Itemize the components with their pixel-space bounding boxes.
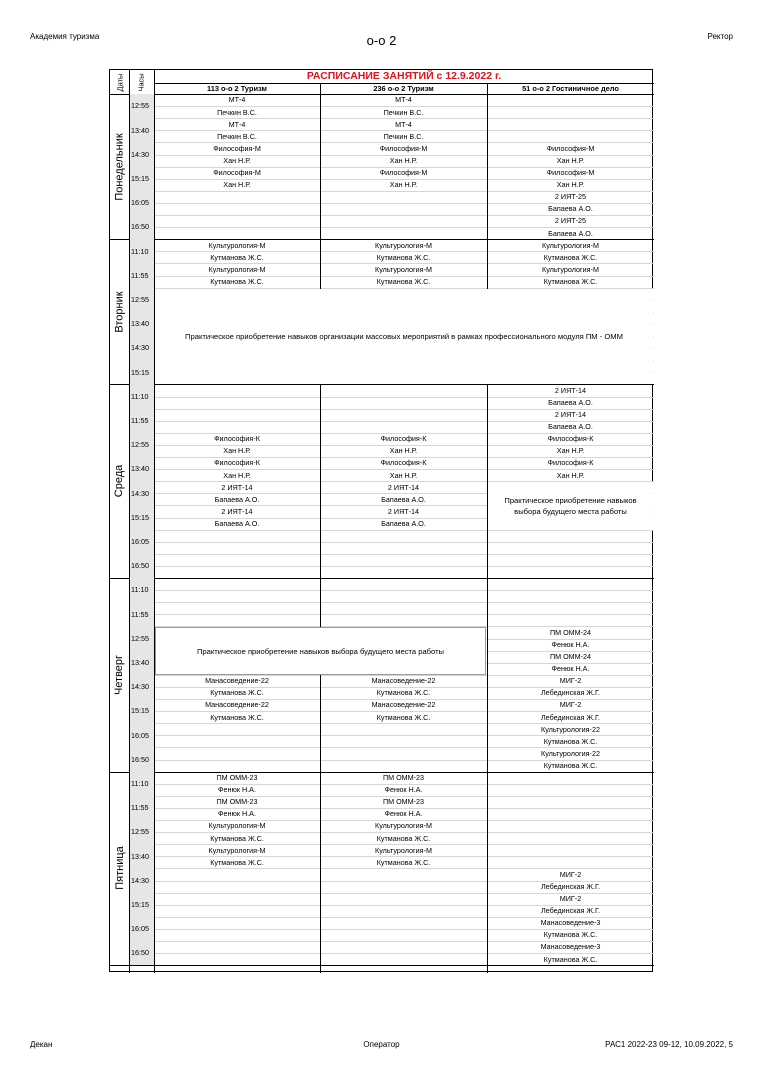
day-label [110,239,129,384]
lesson-cell: 2 ИЯТ-14 [387,506,420,516]
lesson-cell [320,881,487,893]
time-slot: 11:55 [129,409,154,433]
lesson-cell: Кутманова Ж.С. [543,760,598,770]
lesson-cell [154,953,320,965]
lesson-cell [154,227,320,239]
lesson-cell: Хан Н.Р. [223,155,251,165]
time-slot: 16:50 [129,747,154,771]
lesson-cell: Фенюк Н.А. [551,639,590,649]
lesson-cell [320,397,487,409]
lesson-cell: Хан Н.Р. [389,155,418,165]
lesson-cell: ПМ ОММ-24 [549,627,592,637]
lesson-cell: Философия-К [547,458,594,468]
schedule-banner: РАСПИСАНИЕ ЗАНЯТИЙ с 12.9.2022 г. [306,70,502,83]
lesson-cell: Фенюк Н.А. [384,809,423,819]
lesson-cell [320,384,487,396]
lesson-cell [154,397,320,409]
merged-activity: Практическое приобретение навыков выбора будущего места работы [155,627,486,674]
lesson-cell [487,554,654,566]
lesson-cell [320,530,487,542]
lesson-cell [487,118,654,130]
lesson-cell: Кутманова Ж.С. [376,857,431,867]
lesson-cell: Кутманова Ж.С. [210,712,264,722]
column-divider [320,83,321,973]
lesson-cell [320,760,487,772]
lesson-cell: Хан Н.Р. [556,155,585,165]
time-slot: 12:55 [129,433,154,457]
lesson-cell: Бапаева А.О. [381,494,426,504]
time-slot: 15:15 [129,360,154,384]
lesson-cell: ПМ ОММ-23 [216,797,258,807]
lesson-cell [154,215,320,227]
lesson-cell: 2 ИЯТ-14 [221,482,253,492]
lesson-cell: Кутманова Ж.С. [376,252,431,262]
lesson-cell [320,191,487,203]
day-label [110,384,129,578]
lesson-cell: Кутманова Ж.С. [376,276,431,286]
time-slot: 15:15 [129,505,154,529]
lesson-cell: МТ-4 [395,119,412,129]
time-slot: 11:10 [129,384,154,408]
lesson-cell: Хан Н.Р. [556,470,585,480]
lesson-cell: Фенюк Н.А. [218,785,256,795]
merged-activity: Практическое приобретение навыков организации массовых мероприятий в рамках профессионального модуля ПМ - ОММ [185,331,623,341]
lesson-cell: МТ-4 [228,119,246,129]
lesson-cell: Кутманова Ж.С. [210,252,264,262]
lesson-cell: Культурология-М [375,240,432,250]
lesson-cell [154,614,320,626]
group-header: 51 о-о 2 Гостиничное дело [522,83,619,93]
lesson-cell: Бапаева А.О. [548,422,593,432]
lesson-cell: Хан Н.Р. [223,446,251,456]
lesson-cell: Кутманова Ж.С. [210,276,264,286]
lesson-cell: 2 ИЯТ-25 [554,216,587,226]
time-slot: 13:40 [129,118,154,142]
lesson-cell [154,542,320,554]
lesson-cell: Философия-К [547,434,594,444]
lesson-cell [154,735,320,747]
lesson-cell: Кутманова Ж.С. [376,688,431,698]
lesson-cell [487,856,654,868]
lesson-cell: МТ-4 [228,95,246,105]
lesson-cell: Культурология-М [375,845,432,855]
lesson-cell: Лебединская Ж.Г. [540,906,601,916]
lesson-cell: Культурология-М [542,240,599,250]
lesson-cell: Хан Н.Р. [223,470,251,480]
lesson-cell: Философия-К [380,434,427,444]
time-slot: 15:15 [129,893,154,917]
time-slot: 16:50 [129,941,154,965]
lesson-cell: Манасоведение-22 [205,676,269,686]
column-divider [129,70,130,973]
hours-header [129,70,154,94]
lesson-cell: ПМ ОММ-23 [216,773,258,783]
lesson-cell: Хан Н.Р. [223,180,251,190]
time-slot: 11:10 [129,578,154,602]
document-code: РАС1 2022-23 09-12, 10.09.2022, 5 [605,1040,733,1049]
lesson-cell: 2 ИЯТ-14 [554,410,587,420]
lesson-cell: Хан Н.Р. [556,180,585,190]
lesson-cell [320,941,487,953]
row-divider [154,83,654,84]
time-slot: 12:55 [129,94,154,118]
lesson-cell: Кутманова Ж.С. [543,276,598,286]
time-slot: 16:50 [129,215,154,239]
lesson-cell [320,602,487,614]
lesson-cell [320,905,487,917]
lesson-cell [154,941,320,953]
day-name: Пятница [113,846,126,891]
lesson-cell: Печкин В.С. [383,107,424,117]
lesson-cell: 2 ИЯТ-14 [221,506,253,516]
lesson-cell: Кутманова Ж.С. [376,833,431,843]
dean-label: Декан [30,1040,53,1049]
page-title: о-о 2 [366,33,397,48]
lesson-cell: Манасоведение-3 [540,942,601,952]
lesson-cell [487,566,654,578]
day-label [110,578,129,772]
lesson-cell: Бапаева А.О. [548,397,593,407]
lesson-cell [154,868,320,880]
lesson-cell: Философия-М [379,168,428,178]
lesson-cell [320,735,487,747]
day-name: Вторник [113,291,126,333]
time-slot: 16:50 [129,554,154,578]
lesson-cell: Печкин В.С. [383,131,424,141]
lesson-cell [320,578,487,590]
lesson-cell: Философия-М [546,143,595,153]
lesson-cell: Философия-К [214,434,260,444]
lesson-cell: ПМ ОММ-23 [382,773,425,783]
dates-header [110,70,129,94]
lesson-cell: Философия-М [379,143,428,153]
day-label [110,94,129,239]
lesson-cell [154,421,320,433]
lesson-cell: МИГ-2 [559,676,582,686]
lesson-cell: Бапаева А.О. [548,204,593,214]
time-slot: 13:40 [129,312,154,336]
lesson-cell: 2 ИЯТ-14 [387,482,420,492]
time-slot: 15:15 [129,699,154,723]
lesson-cell: Культурология-М [375,821,432,831]
lesson-cell [487,772,654,784]
lesson-cell: Кутманова Ж.С. [543,954,598,964]
lesson-cell [487,130,654,142]
lesson-cell [154,590,320,602]
merged-activity: Практическое приобретение навыков выбора будущего места работы [504,495,637,516]
lesson-cell [320,747,487,759]
lesson-cell [154,893,320,905]
time-slot: 13:40 [129,457,154,481]
group-header: 113 о-о 2 Туризм [207,83,267,93]
row-divider [110,965,654,966]
lesson-cell [320,868,487,880]
lesson-cell: Хан Н.Р. [389,470,418,480]
time-slot: 11:55 [129,602,154,626]
lesson-cell [487,820,654,832]
day-name: Среда [113,464,126,498]
time-slot: 15:15 [129,167,154,191]
lesson-cell [154,578,320,590]
time-slot: 14:30 [129,481,154,505]
day-name: Четверг [113,654,126,695]
lesson-cell: МТ-4 [395,95,412,105]
lesson-cell [487,530,654,542]
lesson-cell [487,614,654,626]
lesson-cell [154,917,320,929]
time-slot: 14:30 [129,675,154,699]
lesson-cell [487,844,654,856]
lesson-cell: Бапаева А.О. [548,228,593,238]
lesson-cell [154,191,320,203]
lesson-cell: Манасоведение-22 [205,700,269,710]
lesson-cell: Кутманова Ж.С. [210,833,264,843]
time-slot: 11:10 [129,239,154,263]
lesson-cell: МИГ-2 [559,894,582,904]
operator-label: Оператор [363,1040,400,1049]
lesson-cell: Философия-К [380,458,427,468]
lesson-cell [487,542,654,554]
lesson-cell: Бапаева А.О. [214,494,260,504]
lesson-cell: Хан Н.Р. [389,180,418,190]
lesson-cell [320,929,487,941]
group-header: 236 о-о 2 Туризм [373,83,434,93]
rector-label: Ректор [707,32,733,41]
lesson-cell: Культурология-М [208,821,266,831]
lesson-cell [320,227,487,239]
time-slot: 12:55 [129,626,154,650]
lesson-cell: Лебединская Ж.Г. [540,881,601,891]
lesson-cell [154,203,320,215]
lesson-cell: 2 ИЯТ-14 [554,385,587,395]
lesson-cell: Хан Н.Р. [389,446,418,456]
dates-header-text: Даты [114,73,124,91]
lesson-cell [487,590,654,602]
lesson-cell: Кутманова Ж.С. [210,688,264,698]
lesson-cell: Печкин В.С. [217,131,257,141]
time-slot: 16:05 [129,191,154,215]
lesson-cell [320,409,487,421]
lesson-cell: МИГ-2 [559,700,582,710]
lesson-cell: Культурология-М [208,845,266,855]
lesson-cell [154,409,320,421]
lesson-cell [487,784,654,796]
lesson-cell [154,566,320,578]
time-slot: 13:40 [129,844,154,868]
day-label [110,772,129,966]
lesson-cell: Манасоведение-22 [371,700,436,710]
lesson-cell [154,602,320,614]
lesson-cell: 2 ИЯТ-25 [554,192,587,202]
time-slot: 12:55 [129,288,154,312]
lesson-cell [154,554,320,566]
lesson-cell: Фенюк Н.А. [551,664,590,674]
time-slot: 14:30 [129,336,154,360]
lesson-cell [320,421,487,433]
lesson-cell [487,602,654,614]
lesson-cell: Хан Н.Р. [556,446,585,456]
lesson-cell: Кутманова Ж.С. [210,857,264,867]
time-slot: 11:55 [129,796,154,820]
lesson-cell: Кутманова Ж.С. [543,252,598,262]
column-divider [154,70,155,973]
lesson-cell [487,808,654,820]
time-slot: 13:40 [129,651,154,675]
lesson-cell [154,929,320,941]
lesson-cell [320,893,487,905]
lesson-cell [154,881,320,893]
lesson-cell: Кутманова Ж.С. [376,712,431,722]
lesson-cell [320,590,487,602]
time-slot: 14:30 [129,142,154,166]
time-slot: 16:05 [129,723,154,747]
time-slot: 16:05 [129,530,154,554]
lesson-cell [154,723,320,735]
lesson-cell: Фенюк Н.А. [384,785,423,795]
lesson-cell: Кутманова Ж.С. [543,736,598,746]
lesson-cell [320,554,487,566]
schedule-table [109,69,653,972]
lesson-cell: Печкин В.С. [217,107,257,117]
lesson-cell [320,215,487,227]
time-slot: 16:05 [129,917,154,941]
lesson-cell [154,747,320,759]
lesson-cell: Манасоведение-3 [540,918,601,928]
time-slot: 12:55 [129,820,154,844]
lesson-cell: Бапаева А.О. [214,518,260,528]
lesson-cell: Фенюк Н.А. [218,809,256,819]
lesson-cell [154,384,320,396]
lesson-cell: Культурология-22 [541,748,600,758]
lesson-cell [487,796,654,808]
lesson-cell: Манасоведение-22 [371,676,436,686]
time-slot: 11:10 [129,772,154,796]
lesson-cell: Культурология-М [375,264,432,274]
lesson-cell [320,203,487,215]
lesson-cell [320,917,487,929]
lesson-cell: Философия-М [213,168,261,178]
day-name: Понедельник [113,132,126,201]
hours-header-text: Часы [137,72,146,92]
lesson-cell: Культурология-М [208,240,266,250]
lesson-cell: Философия-К [214,458,260,468]
academy-name: Академия туризма [30,32,100,41]
time-slot: 11:55 [129,263,154,287]
lesson-cell: Кутманова Ж.С. [543,930,598,940]
lesson-cell [154,905,320,917]
lesson-cell [487,106,654,118]
lesson-cell [320,542,487,554]
lesson-cell [487,832,654,844]
lesson-cell [154,760,320,772]
lesson-cell [320,723,487,735]
lesson-cell: ПМ ОММ-23 [382,797,425,807]
lesson-cell [154,530,320,542]
lesson-cell [320,566,487,578]
lesson-cell: Лебединская Ж.Г. [540,688,601,698]
lesson-cell [320,953,487,965]
time-slot: 14:30 [129,868,154,892]
lesson-cell: Философия-М [213,143,261,153]
lesson-cell: Бапаева А.О. [381,518,426,528]
lesson-cell: Культурология-22 [541,724,600,734]
lesson-cell: МИГ-2 [559,869,582,879]
lesson-cell: Культурология-М [208,264,266,274]
lesson-cell: ПМ ОММ-24 [549,652,592,662]
lesson-cell: Философия-М [546,168,595,178]
lesson-cell: Культурология-М [542,264,599,274]
lesson-cell [487,578,654,590]
lesson-cell [320,614,487,626]
lesson-cell: Лебединская Ж.Г. [540,712,601,722]
lesson-cell [487,94,654,106]
